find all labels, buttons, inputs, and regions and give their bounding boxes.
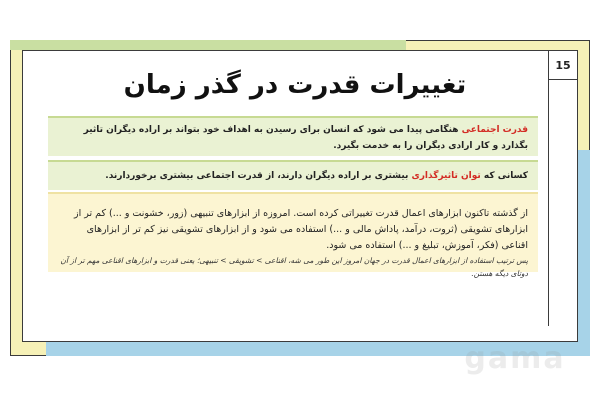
tools-box xyxy=(48,192,538,278)
slide-title: تغییرات قدرت در گذر زمان xyxy=(123,70,467,100)
gama-watermark-logo: gama xyxy=(464,340,566,376)
definition-text: هنگامی پیدا می شود که انسان برای رسیدن به اهداف خود بتواند بر اراده دیگران تاثیر بگذارد و کار ارادی دیگران را به خدمت بگیرد. xyxy=(83,125,528,151)
influence-term: توان تاثیرگذاری xyxy=(411,171,481,181)
tools-text: از گذشته تاکنون ابزارهای اعمال قدرت تغییراتی کرده است. امروزه از ابزارهای تنبیهی (زور، خشونت و ...) کم تر از ابزارهای تشویقی (ثروت، درآمد، پاداش مالی و ...) استفاده می شود و از ابزارهای تشویقی نیز کم تر از ابزارهای اقناعی (فکر، آموزش، تبلیغ و ...) استفاده می شود. xyxy=(74,208,528,251)
definition-box xyxy=(48,116,538,156)
accent-bar-green xyxy=(10,40,406,50)
influence-text-before: کسانی که xyxy=(480,171,528,181)
tools-note: پس ترتیب استفاده از ابزارهای اعمال قدرت در جهان امروز این طور می شه، اقناعی > تشویقی > تنبیهی؛ یعنی قدرت و ابزارهای اقناعی مهم تر از آن دوتای دیگه هستن. xyxy=(60,256,528,278)
right-column-divider xyxy=(548,80,549,326)
page-number: 15 xyxy=(555,58,571,72)
definition-term: قدرت اجتماعی xyxy=(461,125,528,135)
influence-text-after: بیشتری بر اراده دیگران دارند، از قدرت اجتماعی بیشتری برخوردارند. xyxy=(105,171,412,181)
influence-box xyxy=(48,160,538,190)
accent-bar-blue-right xyxy=(576,150,590,332)
